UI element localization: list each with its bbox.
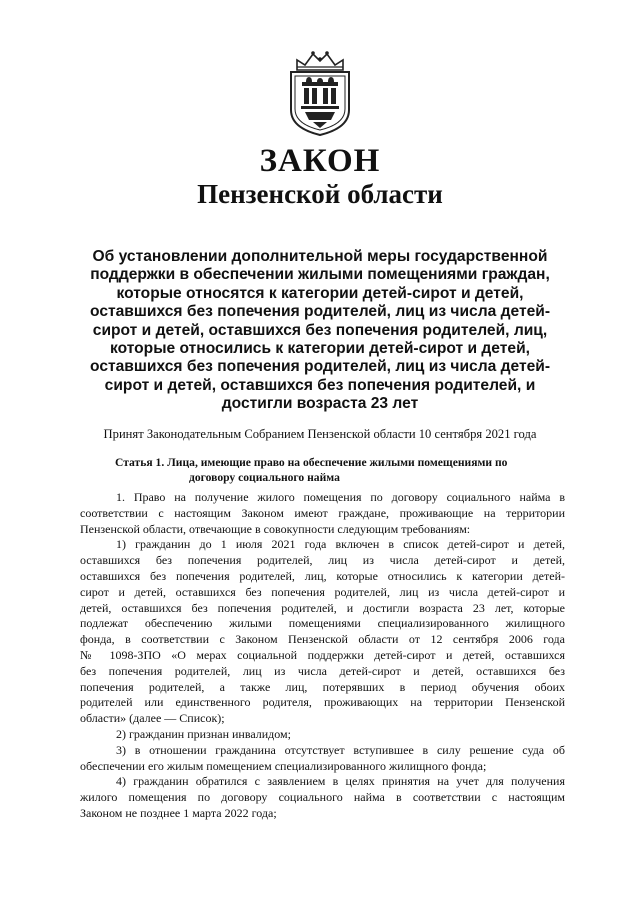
article-title-line: Статья 1. Лица, имеющие право на обеспечение жилыми помещениями по	[115, 456, 508, 469]
paragraph-line: попечения родителей, а также лиц, потерявших в период обучения обоих	[80, 679, 565, 694]
article-title-line: договору социального найма	[189, 471, 340, 484]
paragraph-line: жилого помещения по договору социального найма в соответствии с настоящим	[80, 790, 565, 805]
paragraph-line: 2) гражданин признан инвалидом;	[116, 726, 291, 741]
adoption-note: Принят Законодательным Собранием Пензенской области 10 сентября 2021 года	[103, 427, 537, 441]
article-1-title	[115, 455, 545, 485]
law-heading-line: сирот и детей, оставшихся без попечения родителей, лиц,	[92, 321, 548, 339]
paragraph-line: Законом не позднее 1 марта 2022 года;	[80, 805, 277, 820]
paragraph-line: 1. Право на получение жилого помещения по договору социального найма в	[116, 490, 565, 504]
paragraph-line: 4) гражданин обратился с заявлением в целях принятия на учет для получения	[116, 774, 565, 789]
paragraph-line: соответствии с настоящим Законом имеют граждане, проживающие на территории	[80, 505, 565, 520]
paragraph-line: области» (далее — Список);	[80, 711, 225, 726]
paragraph-line: фонда, в соответствии с Законом Пензенской области от 12 сентября 2006 года	[80, 632, 565, 647]
paragraph-line: оставшихся без попечения родителей, лиц из числа детей-сирот и детей,	[80, 553, 565, 568]
paragraph-line: обеспечении его жилым помещением специализированного жилищного фонда;	[80, 758, 487, 773]
article-1-body	[80, 490, 565, 822]
paragraph-line: сирот и детей, оставшихся без попечения родителей, лиц из числа детей-сирот и	[80, 584, 565, 599]
paragraph-line: без попечения родителей, лиц из числа детей-сирот и детей, оставшихся без	[80, 663, 565, 678]
law-heading-line: оставшихся без попечения родителей, лиц из числа детей-	[90, 358, 551, 376]
law-heading	[90, 248, 550, 414]
penza-region-coat-of-arms-icon	[285, 48, 355, 136]
law-heading-line: оставшихся без попечения родителей, лиц из числа детей-	[90, 303, 551, 321]
paragraph-line: Пензенской области, отвечающие в совокупности следующим требованиям:	[80, 521, 471, 536]
law-heading-line: Об установлении дополнительной меры государственной	[92, 248, 548, 265]
paragraph-line: № 1098-ЗПО «О мерах социальной поддержки детей-сирот и детей, оставшихся	[80, 647, 565, 662]
paragraph-line: 1) гражданин до 1 июля 2021 года включен в список детей-сирот и детей,	[116, 537, 565, 552]
law-heading-line: сирот и детей, оставшихся без попечения родителей, и	[104, 376, 536, 394]
document-subtitle: Пензенской области	[197, 179, 443, 209]
law-heading-line: которые относились к категории детей-сирот и детей,	[109, 340, 531, 358]
paragraph-line: 3) в отношении гражданина отсутствует вступившее в силу решение суда об	[116, 742, 565, 757]
document-title: ЗАКОН	[259, 143, 381, 179]
paragraph-line: подлежат обеспечению жилыми помещениями специализированного жилищного	[80, 616, 565, 631]
paragraph-line: родителей или единственного родителя, проживающих на территории Пензенской	[80, 695, 565, 710]
law-heading-line: достигли возраста 23 лет	[221, 395, 419, 413]
paragraph-line: оставшихся без попечения родителей, лиц, которые относились к категории детей-	[80, 568, 565, 583]
law-heading-line: которые относятся к категории детей-сирот и детей,	[116, 284, 524, 302]
paragraph-line: детей, оставшихся без попечения родителей, и достигли возраста 23 лет, которые	[80, 600, 565, 615]
law-heading-line: поддержки в обеспечении жилыми помещениями граждан,	[90, 266, 550, 284]
